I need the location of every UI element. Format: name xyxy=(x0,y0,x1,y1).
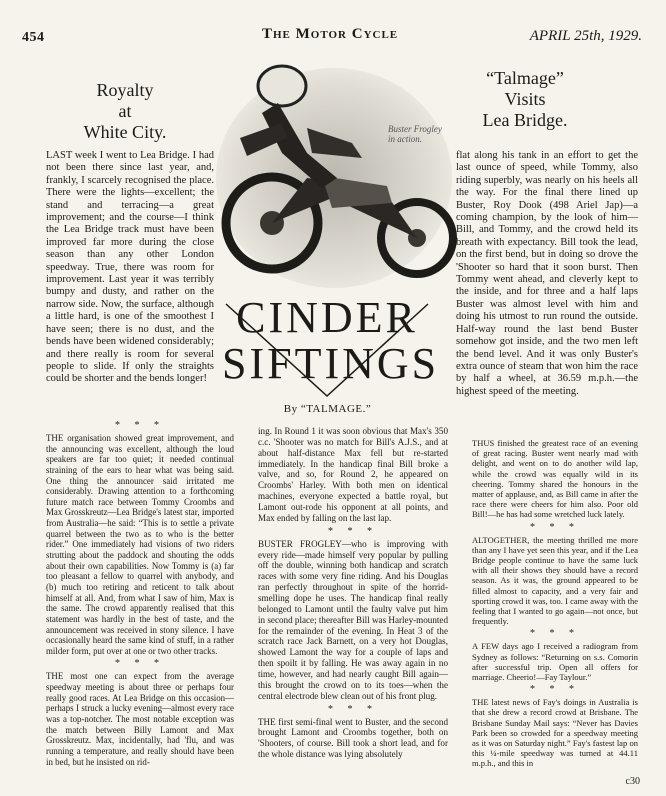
article-paragraph-7: flat along his tank in an effort to get the last ounce of speed, while Tommy, also riding superbly, was nearly on his heels all the way. For the final there lined up Buster, Roy Dook (498 Ariel Jap)—a coming champion, by the look of him—Bill, and Tommy, and the crowd held its breath with expectancy. Bill took the lead, on the first bend, but in doing so drove the 'Shooter so hard that it soon burst. Then Tommy went ahead, and cleverly kept to the inside, and for three and a half laps Buster was almost level with him and doing his utmost to run round the outside. Half-way round the last bend Buster somehow got inside, and the two men left the bend level. And it was only Buster's extra ounce of steam that won him the race by half a wheel, at 36.59 m.p.h.—the highest speed of the meeting. xyxy=(456,150,638,397)
section-marks: * * * xyxy=(530,521,580,533)
article-paragraph-8: THUS finished the greatest race of an evening of great racing. Buster went nearly mad with delight, and went on to do another wild lap, while the crowd was equally wild in its cheering. Tommy shared the honours in the matter of applause, and, as Bill came in after the race there were cheers for him also. Poor old Bill!—he has had some wretched luck lately. xyxy=(472,438,638,520)
column-1-upper xyxy=(46,150,214,386)
column-3-lower xyxy=(472,438,638,769)
issue-date: APRIL 25th, 1929. xyxy=(529,28,642,44)
speedway-rider-photo xyxy=(212,58,457,288)
article-paragraph-11: THE latest news of Fay's doings in Australia is that she drew a record crowd at Brisbane. The Brisbane Sunday Mail says: “Never has Davies Park been so crowded for a speedway meeting as it was on Saturday night.” Fay's fastest lap on this ¼-mile speedway was turned at 44.11 m.p.h., and this in xyxy=(472,697,638,769)
column-3-upper xyxy=(456,150,638,398)
masthead: The Motor Cycle xyxy=(262,26,399,42)
photo-caption xyxy=(388,124,450,144)
byline: By “TALMAGE.” xyxy=(283,403,372,415)
article-paragraph-9: ALTOGETHER, the meeting thrilled me more than any I have yet seen this year, and if the Lea Bridge people continue to have the same luck with all their shows they should have a record season. As it was, the ground appeared to be filled almost to capacity, and a very fair and sporting crowd it was, too. I came away with the feeling that I wanted to go again—not once, but frequently. xyxy=(472,534,638,627)
heading-left xyxy=(60,80,190,143)
article-paragraph-3: THE most one can expect from the average speedway meeting is about three or perhaps four really good races. At Lea Bridge on this occasion—perhaps I struck a lucky evening—almost every race was a top-notcher. The most notable exception was the match between Billy Lamont and Max Grosskreutz. Max, incidentally, had 'flu, and was running a temperature, and really should have been in bed, but he insisted on rid- xyxy=(46,671,234,767)
section-marks: * * * xyxy=(530,684,580,696)
title-block xyxy=(222,293,440,398)
photo-caption-line: in action. xyxy=(388,134,422,144)
article-paragraph-2: THE organisation showed great improvement, and the announcing was excellent, although the loud speakers are far too quiet; it needed continual straining of the ears to hear what was being said. One thing the announcer said irritated me considerably. Drawing attention to a forthcoming future match race between Tommy Croombs and Max Grosskreutz—Lea Bridge's latest star, imported from Australia—he said: “This is to settle a private quarrel between the two as to who is the better rider.” One immediately had visions of two riders strutting about the paddock and shouting the odds about their own capabilities. Now Tommy is (a) far too pleasant a fellow to quarrel with anybody, and (b) much too retiring and reticent to talk about himself at all. And, from what I saw of him, Max is the same. The crowd apparently realised that this statement was hardly in the best of taste, and the announcement was received in stony silence. I have occasionally heard the same kind of stuff, in a rather milder form, put over at one or two other tracks. xyxy=(46,433,234,656)
heading-right-line: “Talmage” xyxy=(486,68,564,88)
article-paragraph-1: LAST week I went to Lea Bridge. I had not been there since last year, and, frankly, I scarcely recognised the place. There were the lights—excellent; the stand and terracing—a great improvement; and the course—I think the Lea Bridge track must have been improved far more during the close season than any other London speedway. True, there was room for improvement. Last year it was terribly bumpy and dusty, and rather on the narrow side. Now, the surface, although a little hard, is one of the smoothest I have seen; there is no dust, and the bends have been widened considerably; and there really is room for several people to slide. If only the straights could be shorter and the bends longer! xyxy=(46,150,214,385)
heading-right-line: Visits xyxy=(504,89,546,109)
section-marks: * * * xyxy=(115,658,165,670)
photo-caption-line: Buster Frogley xyxy=(388,124,442,134)
page-number: 454 xyxy=(22,30,45,45)
heading-left-line: White City. xyxy=(83,122,167,142)
section-marks: * * * xyxy=(115,420,165,431)
column-2 xyxy=(258,426,448,760)
article-paragraph-4: ing. In Round 1 it was soon obvious that Max's 350 c.c. 'Shooter was no match for Bill's A.J.S., and at about half-distance Max fell but re-started immediately. In the handicap final Bill broke a valve, and so, for Round 2, he appeared on Croombs' Harley. With both men on identical machines, everyone expected a battle royal, but Lamont out-rode his opponent at all points, and Max ended by falling on the last lap. xyxy=(258,426,448,523)
section-marks: * * * xyxy=(328,703,378,715)
title-line-1: CINDER xyxy=(236,293,418,342)
heading-left-line: Royalty xyxy=(96,80,154,100)
column-1-lower xyxy=(46,418,234,767)
section-marks: * * * xyxy=(530,628,580,640)
article-paragraph-5: BUSTER FROGLEY—who is improving with every ride—made himself very popular by pulling off the double, winning both handicap and scratch races with some very fine riding. And his Douglas ran perfectly throughout in spite of the horrid-smelling dope he uses. The handicap final really belonged to Lamont until the faulty valve put him in second place; thereafter Bill was Harley-mounted for the remainder of the evening. In Heat 3 of the scratch race Jack Barnett, on a very hot Douglas, showed Lamont the way for a couple of laps and then spoilt it by falling. He was away again in no time, however, and had nearly caught Bill again—this brought the crowd on to its toes—when the central electrode blew clean out of his front plug. xyxy=(258,538,448,701)
section-marks: * * * xyxy=(328,525,378,537)
article-paragraph-10: A FEW days ago I received a radiogram from Sydney as follows: “Returning on s.s. Comorin after successful trip. Open all offers for marriage. Cheerio!—Fay Taylour.” xyxy=(472,641,638,683)
heading-right xyxy=(455,68,595,131)
heading-right-line: Lea Bridge. xyxy=(482,110,568,130)
folio-code: c30 xyxy=(625,776,640,787)
article-paragraph-6: THE first semi-final went to Buster, and the second brought Lamont and Croombs together, both on 'Shooters, of course. Bill took a short lead, and for the whole distance was lying absolutely xyxy=(258,716,448,760)
heading-left-line: at xyxy=(118,101,132,121)
title-line-2: SIFTINGS xyxy=(222,339,440,388)
